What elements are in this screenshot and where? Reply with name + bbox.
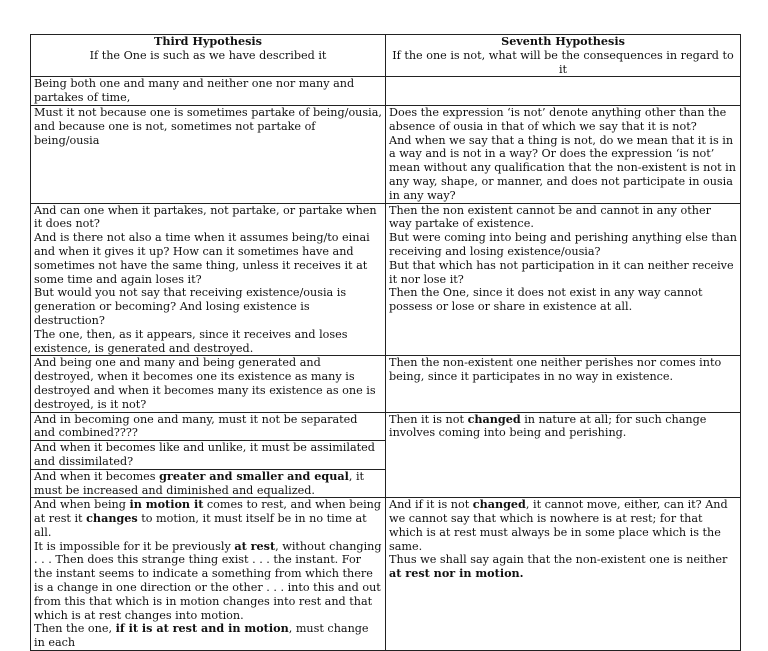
bold-term: greater and smaller and equal xyxy=(159,468,349,483)
text-run: comes to rest, and when being at rest it xyxy=(34,498,382,526)
paragraph: And being one and many and being generated and destroyed, when it becomes one its existence as many is destroyed and when it becomes many its existence as one is destroyed, is it not? xyxy=(34,356,376,411)
hypotheses-table xyxy=(30,34,741,651)
paragraph: Then the non-existent one neither perishes nor comes into being, since it participates in no way in existence. xyxy=(389,356,722,384)
table-row xyxy=(31,498,741,651)
left-cell xyxy=(31,412,386,441)
paragraph: And when we say that a thing is not, do we mean that it is in a way and is not in a way? Or does the expression ‘is not’ mean without any qualification that the non-existent is not in any way, shape, or manner, and does not participate in ousia in any way? xyxy=(389,133,736,202)
paragraph xyxy=(389,553,737,581)
paragraph xyxy=(389,498,737,553)
left-column-title: Third Hypothesis xyxy=(154,34,262,48)
left-header-cell xyxy=(31,35,386,77)
text-run: And if it is not xyxy=(389,498,473,512)
table-row xyxy=(31,77,741,106)
bold-term: at rest xyxy=(234,538,276,553)
table-row xyxy=(31,203,741,356)
bold-term: changes xyxy=(86,511,138,526)
left-cell xyxy=(31,356,386,412)
left-cell xyxy=(31,441,386,470)
right-column-subtitle: If the one is not, what will be the consequences in regard to it xyxy=(392,48,734,76)
paragraph: But were coming into being and perishing anything else than receiving and losing existence/ousia? xyxy=(389,231,738,258)
bold-term: in motion it xyxy=(129,497,204,512)
left-cell xyxy=(31,77,386,106)
header-row xyxy=(31,35,741,77)
bold-term: changed xyxy=(472,497,526,512)
bold-term: if it is at rest and in motion xyxy=(115,621,289,636)
text-run: Thus we shall say again that the non-existent one is neither xyxy=(389,553,728,567)
paragraph: But would you not say that receiving existence/ousia is generation or becoming? And losing existence is destruction? xyxy=(34,286,347,327)
text-run: , it cannot move, either, can it? And we cannot say that which is nowhere is at rest; for that which is at rest must always be in some place which is the same. xyxy=(389,498,728,553)
paragraph xyxy=(34,540,382,623)
paragraph: Then the non existent cannot be and cannot in any other way partake of existence. xyxy=(389,203,711,231)
table-row xyxy=(31,412,741,441)
text-run: And when being xyxy=(34,498,130,512)
right-cell xyxy=(386,412,741,498)
paragraph: Then the One, since it does not exist in any way cannot possess or lose or share in existence at all. xyxy=(389,286,703,314)
text-run: in nature at all; for such change involves coming into being and perishing. xyxy=(389,412,707,440)
paragraph: Does the expression ‘is not’ denote anything other than the absence of ousia in that of which we say that it is not? xyxy=(389,105,727,133)
right-cell xyxy=(386,105,741,203)
table-row xyxy=(31,105,741,203)
right-cell-empty xyxy=(386,77,741,106)
left-cell xyxy=(31,498,386,651)
bold-term: changed xyxy=(467,411,521,426)
text-run: Then it is not xyxy=(389,412,468,426)
right-column-title: Seventh Hypothesis xyxy=(501,34,625,48)
text-run: to motion, it must itself be in no time at all. xyxy=(34,512,367,539)
paragraph: But that which has not participation in it can neither receive it nor lose it? xyxy=(389,258,734,286)
text-run: Then the one, xyxy=(34,622,116,636)
text-run: It is impossible for it be previously xyxy=(34,539,235,553)
left-cell xyxy=(31,203,386,356)
paragraph: And is there not also a time when it assumes being/to einai and when it gives it up? How can it sometimes have and sometimes not have the same thing, unless it receives it at some time and again loses it? xyxy=(34,231,370,286)
document-page xyxy=(30,34,740,651)
paragraph: And in becoming one and many, must it not be separated and combined???? xyxy=(34,412,358,440)
paragraph xyxy=(389,413,737,441)
table-row xyxy=(31,356,741,412)
paragraph: The one, then, as it appears, since it receives and loses existence, is generated and destroyed. xyxy=(34,327,348,355)
paragraph: Must it not because one is sometimes partake of being/ousia, and because one is not, sometimes not partake of being/ousia xyxy=(34,105,382,147)
text-run: And when it becomes xyxy=(34,469,160,483)
paragraph xyxy=(34,622,382,650)
paragraph xyxy=(34,498,382,539)
paragraph: And when it becomes like and unlike, it must be assimilated and dissimilated? xyxy=(34,441,375,468)
paragraph: And can one when it partakes, not partake, or partake when it does not? xyxy=(34,203,377,231)
text-run: , must change in each xyxy=(34,622,369,650)
right-header-cell xyxy=(386,35,741,77)
right-cell xyxy=(386,498,741,651)
paragraph: Being both one and many and neither one nor many and partakes of time, xyxy=(34,77,355,105)
left-cell xyxy=(31,105,386,203)
right-cell xyxy=(386,203,741,356)
bold-term: at rest nor in motion. xyxy=(389,566,524,581)
text-run: , it must be increased and diminished and equalized. xyxy=(34,469,365,497)
left-column-subtitle: If the One is such as we have described it xyxy=(89,48,327,62)
text-run: , without changing . . . Then does this strange thing exist . . . the instant. For the instant seems to indicate a something from which there is a change in one direction or the other . . . into this and out from this that which is in motion changes into rest and that which is at rest changes into motion. xyxy=(34,539,382,622)
paragraph xyxy=(34,470,382,498)
left-cell xyxy=(31,469,386,498)
right-cell xyxy=(386,356,741,412)
